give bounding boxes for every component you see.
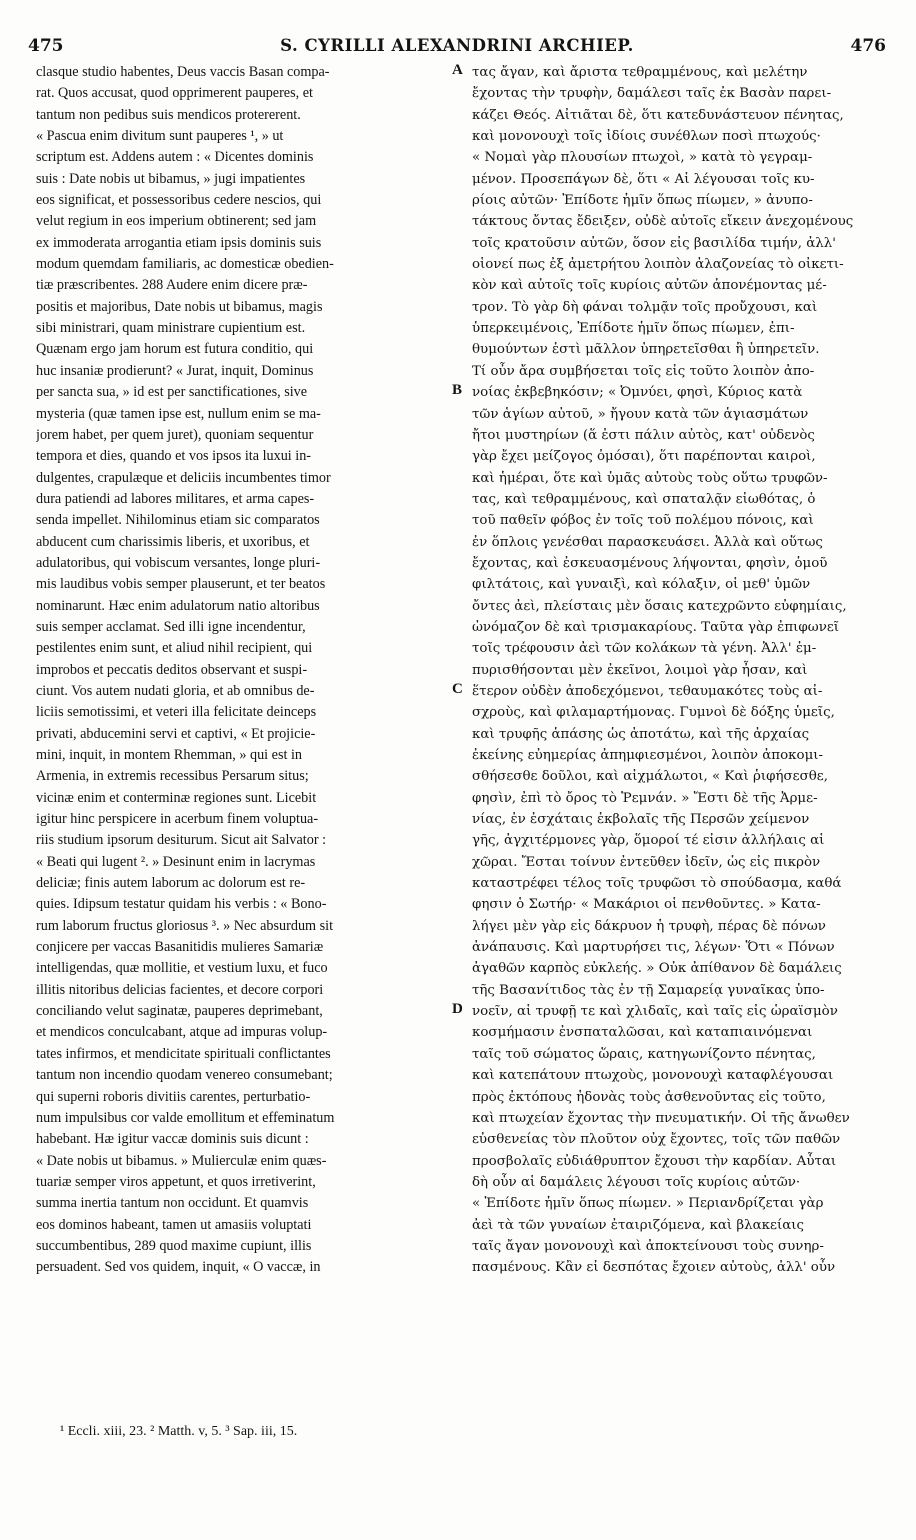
latin-text-line: « Date nobis ut bibamus. » Mulierculæ enim quæs- [36,1152,327,1169]
latin-text-line: riis studium ipsorum desiturum. Sicut ait Salvator : [36,832,327,849]
latin-text-line: illitis nitoribus delicias facientes, et decore corpori [36,981,324,998]
greek-text-line: ἔχοντας τὴν τρυφὴν, δαμάλεσι ταῖς ἐκ Βασὰν παρει- [472,86,832,102]
greek-text-line: προσβολαῖς εὐδιάθρυπτον ἔχουσι τὴν καρδίαν. Αὗται [472,1153,837,1169]
latin-text-line: persuadent. Sed vos quidem, inquit, « O vaccæ, in [36,1259,321,1276]
latin-text-line: Armenia, in extremis recessibus Persarum situs; [36,768,309,785]
latin-text-line: pestilentes enim sunt, et aliud nihil recipient, qui [36,640,313,657]
latin-text-line: conciliando velut saginatæ, pauperes deprimebant, [36,1003,323,1020]
greek-text-line: λήγει μὲν γὰρ εἰς δάκρυον ἡ τρυφὴ, πέρας δὲ πόνων [472,918,826,934]
greek-text-line: τρον. Τὸ γὰρ δὴ φάναι τολμᾷν τοῖς προὔχουσι, καὶ [472,299,818,315]
greek-column [472,62,878,1279]
greek-text-line: ἕτερον οὐδὲν ἀποδεχόμενοι, τεθαυμακότες τοὺς αἰ- [472,683,823,699]
greek-text-line: « Ἐπίδοτε ἡμῖν ὅπως πίωμεν. » Περιανδρίζεται γὰρ [472,1196,824,1212]
latin-text-line: nominarunt. Hæc enim adulatorum natio altoribus [36,597,320,614]
latin-text-line: dulgentes, crapulæque et deliciis incumbentes timor [36,469,331,486]
latin-text-line: deliciæ; finis autem laborum ac dolorum est re- [36,875,306,892]
greek-text-line: ὑπερκειμένοις, Ἐπίδοτε ἡμῖν ὅπως πίωμεν, ἐπι- [472,321,795,337]
latin-text-line: dura patiendi ad labores militares, et arma capes- [36,490,315,507]
latin-text-line: mini, inquit, in montem Rhemman, » qui est in [36,747,303,763]
greek-text-line: καὶ ἡμέραι, ὅτε καὶ ὑμᾶς αὐτοὺς τοὺς οὕτω τρυφῶν- [472,470,828,486]
latin-text-line: suis : Date nobis ut bibamus, » jugi impatientes [36,170,306,187]
latin-text-line: tantum non incendio quodam venereo consumebant; [36,1067,333,1084]
greek-text-line: χῶραι. Ἔσται τοίνυν ἐντεῦθεν ἰδεῖν, ὡς εἰς πικρὸν [472,854,821,870]
latin-text-line: tuariæ semper viros appetunt, et quos irretiverint, [36,1173,316,1190]
latin-text-line: Quænam ergo jam horum est futura conditio, qui [36,341,314,358]
latin-text-line: et mendicos conculcabant, atque ad impuras volup- [36,1024,328,1041]
latin-text-line: mis laudibus vobis semper plauserunt, et ter beatos [36,576,326,593]
latin-text-line: quies. Idipsum testatur quidam his verbis : « Bono- [36,896,327,913]
section-marker: B [452,382,463,399]
latin-text-line: rum laborum fructus gloriosus ³. » Nec absurdum sit [36,917,334,934]
latin-text-line: « Beati qui lugent ². » Desinunt enim in lacrymas [36,853,316,870]
greek-text-line: νοίας ἐκβεβηκόσιν; « Ὀμνύει, φησὶ, Κύριος κατὰ [472,385,803,401]
greek-text-line: πυρισθήσονται μὲν ἐκεῖνοι, λοιμοὶ γὰρ ἦσαν, καὶ [472,662,808,678]
greek-text-line: καὶ τρυφῆς ἁπάσης ὡς ἀποτάτω, καὶ τῆς ἀρχαίας [472,726,810,742]
greek-text-line: μένον. Προσεπάγων δὲ, ὅτι « Αἱ λέγουσαι τοῖς κυ- [472,171,815,187]
latin-text-line: tates infirmos, et mendicitate spirituali conflictantes [36,1045,331,1062]
greek-text-line: ἐν ὅπλοις γενέσθαι παρασκευάσει. Ἀλλὰ καὶ οὕτως [472,534,823,550]
greek-text-line: θυμούντων ἐστὶ μᾶλλον ὑπηρετεῖσθαι ἢ ὑπηρετεῖν. [472,342,820,358]
greek-text-line: κὸν καὶ αὐτοῖς τοῖς κυρίοις αὐτῶν ἀπονέμοντας μέ- [472,278,827,294]
greek-text-line: δὴ οὖν αἱ δαμάλεις λέγουσι τοῖς κυρίοις αὐτῶν· [472,1174,801,1190]
latin-text-line: improbos et peccatis deditos observant et suspi- [36,661,308,678]
greek-text-line: ὠνόμαζον δὲ καὶ τρισμακαρίους. Ταῦτα γὰρ ἐπιφωνεῖ [472,619,840,635]
latin-text-line: jorem habet, per quem juret), quoniam sequentur [36,426,314,443]
latin-text-line: sibi ministrari, quam ministrare cupientium est. [36,320,306,337]
latin-text-line: per sancta sua, » id est per sanctificationes, sive [36,384,308,401]
greek-text-line: νοεῖν, αἱ τρυφῇ τε καὶ χλιδαῖς, καὶ ταῖς εἰς ὡραϊσμὸν [472,1004,838,1020]
latin-text-line: tiæ præscribentes. 288 Audere enim dicere præ- [36,277,308,294]
greek-text-line: ἐκείνης εὐημερίας ἀπημφιεσμένοι, λοιπὸν ἀποκομι- [472,748,824,763]
latin-text-line: senda impellet. Nihilominus etiam sic comparatos [36,512,320,529]
greek-text-line: νίας, ἐν ἐσχάταις ἐκβολαῖς τῆς Περσῶν χείμενον [472,812,810,828]
latin-text-line: rat. Quos accusat, quod opprimerent pauperes, et [36,85,313,102]
greek-text-line: τας, καὶ τεθραμμένους, καὶ σπαταλᾷν εἰωθότας, ὁ [472,491,816,507]
greek-text-line: ρίοις αὐτῶν· Ἐπίδοτε ἡμῖν ὅπως πίωμεν, » ἀνυπο- [472,193,813,209]
latin-text-line: liciis semotissimi, et veteri illa felicitate deinceps [36,704,317,721]
latin-text-line: eos dominos habeant, tamen ut amasiis voluptati [36,1216,312,1233]
greek-text-line: καὶ μονονουχὶ τοῖς ἰδίοις συνέθλων ποσὶ πτωχούς· [472,129,821,145]
latin-text-line: qui superni roboris divitiis carentes, perturbatio- [36,1088,311,1105]
greek-text-line: τάκτους ὄντας ἔδειξεν, οὐδὲ αὐτοῖς εἴκειν ἀνεχομένους [472,214,854,230]
left-page-number: 475 [28,36,64,56]
latin-text-line: modum quemdam familiaris, ac domesticæ obedien- [36,256,334,273]
greek-text-line: πρὸς ἐκτόπους ἡδονὰς τοὺς ἀσθενοῦντας εἰς τοῦτο, [472,1089,826,1105]
latin-text-line: tempora et dies, quando et vos ipsos ita luxui in- [36,448,312,465]
running-title: S. CYRILLI ALEXANDRINI ARCHIEP. [280,36,634,55]
greek-text-line: κοσμήμασιν ἐνσπαταλῶσαι, καὶ καταπιαινόμεναι [472,1025,813,1041]
latin-text-line: conjicere per vaccas Basanitidis mulieres Samariæ [36,939,324,956]
greek-text-line: εὐσθενείας τὸν πλοῦτον οὐχ ἔχοντες, τοῖς τῶν παθῶν [472,1132,841,1148]
greek-text-line: τῆς Βασανίτιδος τὰς ἐν τῇ Σαμαρείᾳ γυναῖκας ὑπο- [472,982,825,998]
latin-text-line: num impulsibus cor valde emollitum et effeminatum [36,1109,335,1126]
greek-text-line: γὰρ ἔχει μείζογος ὀμόσαι), ὅτι παρέπονται καιροὶ, [472,449,816,465]
latin-text-line: tantum non pedibus suis mendicos protererent. [36,106,301,123]
latin-text-line: « Pascua enim divitum sunt pauperes ¹, » ut [36,128,284,145]
greek-text-line: Τί οὖν ἄρα συμβήσεται τοῖς εἰς τοῦτο λοιπὸν ἀπο- [472,363,815,379]
greek-text-line: « Νομαὶ γὰρ πλουσίων πτωχοὶ, » κατὰ τὸ γεγραμ- [472,150,813,166]
greek-text-line: φησιν ὁ Σωτήρ· « Μακάριοι οἱ πενθοῦντες. » Κατα- [472,897,821,913]
right-page-number: 476 [850,36,886,56]
running-header [28,36,886,60]
latin-text-line: positis et majoribus, Date nobis ut bibamus, magis [36,298,323,315]
greek-text-line: τοῦ παθεῖν φόβος ἐν τοῖς τοῦ πολέμου πόνοις, καὶ [472,513,814,529]
greek-text-line: ταῖς ἄγαν μονονουχὶ καὶ ἀποκτείνουσι τοὺς συνηρ- [472,1238,824,1254]
latin-text-line: velut regium in eos imperium obtinerent; sed jam [36,213,317,230]
greek-text-line: ἀεὶ τὰ τῶν γυναίων ἐταιριζόμενα, καὶ βλακείαις [472,1217,805,1233]
greek-text-line: σχροὺς, καὶ φιλαμαρτήμονας. Γυμνοὶ δὲ δόξης ὑμεῖς, [472,705,835,721]
footnotes: ¹ Eccli. xiii, 23. ² Matth. v, 5. ³ Sap. iii, 15. [60,1424,298,1439]
latin-text-line: abducent cum charissimis liberis, et uxoribus, et [36,533,310,550]
latin-text-line: eos significat, et possessoribus cedere nescios, qui [36,192,322,209]
section-marker: C [452,681,463,698]
latin-column [36,62,446,1279]
latin-text-line: privati, abducemini servi et captivi, « Et projicie- [36,725,316,742]
greek-text-line: τας ἄγαν, καὶ ἄριστα τεθραμμένους, καὶ μελέτην [472,65,808,80]
latin-text-line: summa inertia tantum non occidunt. Et quamvis [36,1195,309,1212]
latin-text-line: suis semper acclamat. Sed illi igne incendentur, [36,618,306,635]
latin-text-line: huc insaniæ prodierunt? « Jurat, inquit, Dominus [36,362,314,379]
latin-text-line: succumbentibus, 289 quod maxime cupiunt, illis [36,1237,312,1254]
latin-text-line: igitur hinc perspicere in acerbum finem voluptua- [36,811,319,828]
latin-text-line: ciunt. Vos autem nudati gloria, et ab omnibus de- [36,682,315,699]
greek-text-line: γῆς, ἀγχιτέρμονες γὰρ, ὅμοροί τέ εἰσιν ἀλλήλαις αἱ [472,833,825,849]
greek-text-line: τοῖς κρατοῦσιν αὐτῶν, ὅσον εἰς βασιλίδα τιμήν, ἀλλ' [472,235,836,251]
latin-text-line: vicinæ enim et conterminæ regiones sunt. Licebit [36,789,317,806]
greek-text-line: ἔχοντας, καὶ ἐσκευασμένους λήψονται, φησὶν, ὁμοῦ [472,555,828,571]
greek-text-line: τοῖς τρέφουσιν ἀεὶ τῶν κολάκων τὰ γένη. Ἀλλ' ἐμ- [472,641,817,657]
greek-text-line: οἱονεί πως ἐξ ἀμετρήτου λοιπὸν ἀλαζονείας τὸ οἰκετι- [472,257,844,273]
greek-text-line: ἤτοι μυστηρίων (ἅ ἐστι πάλιν αὐτὸς, κατ' οὐδενὸς [472,427,815,443]
latin-text-line: ex immoderata arrogantia etiam ipsis dominis suis [36,234,322,251]
latin-text-line: mysteria (quæ tamen ipse est, nullum enim se ma- [36,405,321,422]
latin-text-line: habebant. Hæ igitur vaccæ dominis suis dicunt : [36,1131,309,1148]
latin-text-line: scriptum est. Addens autem : « Dicentes dominis [36,149,314,166]
greek-text-line: τῶν ἁγίων αὐτοῦ, » ἤγουν κατὰ τῶν ἁγιασμάτων [472,406,809,422]
greek-text-line: πασμένους. Κἂν εἰ δεσπότας ἔχοιεν αὐτοὺς, ἀλλ' οὖν [472,1260,836,1276]
latin-text-line: adulatoribus, qui vobiscum versantes, longe pluri- [36,554,321,571]
greek-text-line: ταῖς τοῦ σώματος ὥραις, κατηγωνίζοντο πένητας, [472,1046,816,1062]
greek-text-line: ἀνάπαυσις. Καὶ μαρτυρήσει τις, λέγων· Ὅτι « Πόνων [472,940,835,956]
latin-text-line: intelligendas, quæ mollitie, et vestium luxu, et fuco [36,960,328,977]
greek-text-line: ἀγαθῶν καρπὸς εὐκλεής. » Οὐκ ἀπίθανον δὲ δαμάλεις [472,961,842,977]
section-marker: D [452,1001,463,1018]
greek-text-line: φησὶν, ἐπὶ τὸ ὄρος τὸ Ῥεμνάν. » Ἔστι δὲ τῆς Ἀρμε- [472,790,818,806]
greek-text-line: σθήσεσθε δοῦλοι, καὶ αἰχμάλωτοι, « Καὶ ῥιφήσεσθε, [472,769,828,785]
greek-text-line: φιλτάτοις, καὶ γυναιξὶ, καὶ κόλαξιν, οἱ μεθ' ὑμῶν [472,577,811,593]
greek-text-line: καὶ πτωχείαν ἔχοντας τὴν πνευματικήν. Οἱ τῆς ἄνωθεν [472,1110,850,1126]
greek-text-line: καταστρέφει τέλος τοῖς τρυφῶσι τὸ σπούδασμα, καθά [472,876,842,892]
greek-text-line: ὄντες ἀεὶ, πλείσταις μὲν ὅσαις κατεχρῶντο εὐφημίαις, [472,598,847,614]
section-marker: A [452,62,463,78]
greek-text-line: καὶ κατεπάτουν πτωχοὺς, μονονουχὶ καταφλέγουσαι [472,1068,834,1084]
greek-text-line: κάζει Θεός. Αἰτιᾶται δὲ, ὅτι κατεδυνάστευον πένητας, [472,107,844,123]
latin-text-line: clasque studio habentes, Deus vaccis Basan compa- [36,64,330,80]
